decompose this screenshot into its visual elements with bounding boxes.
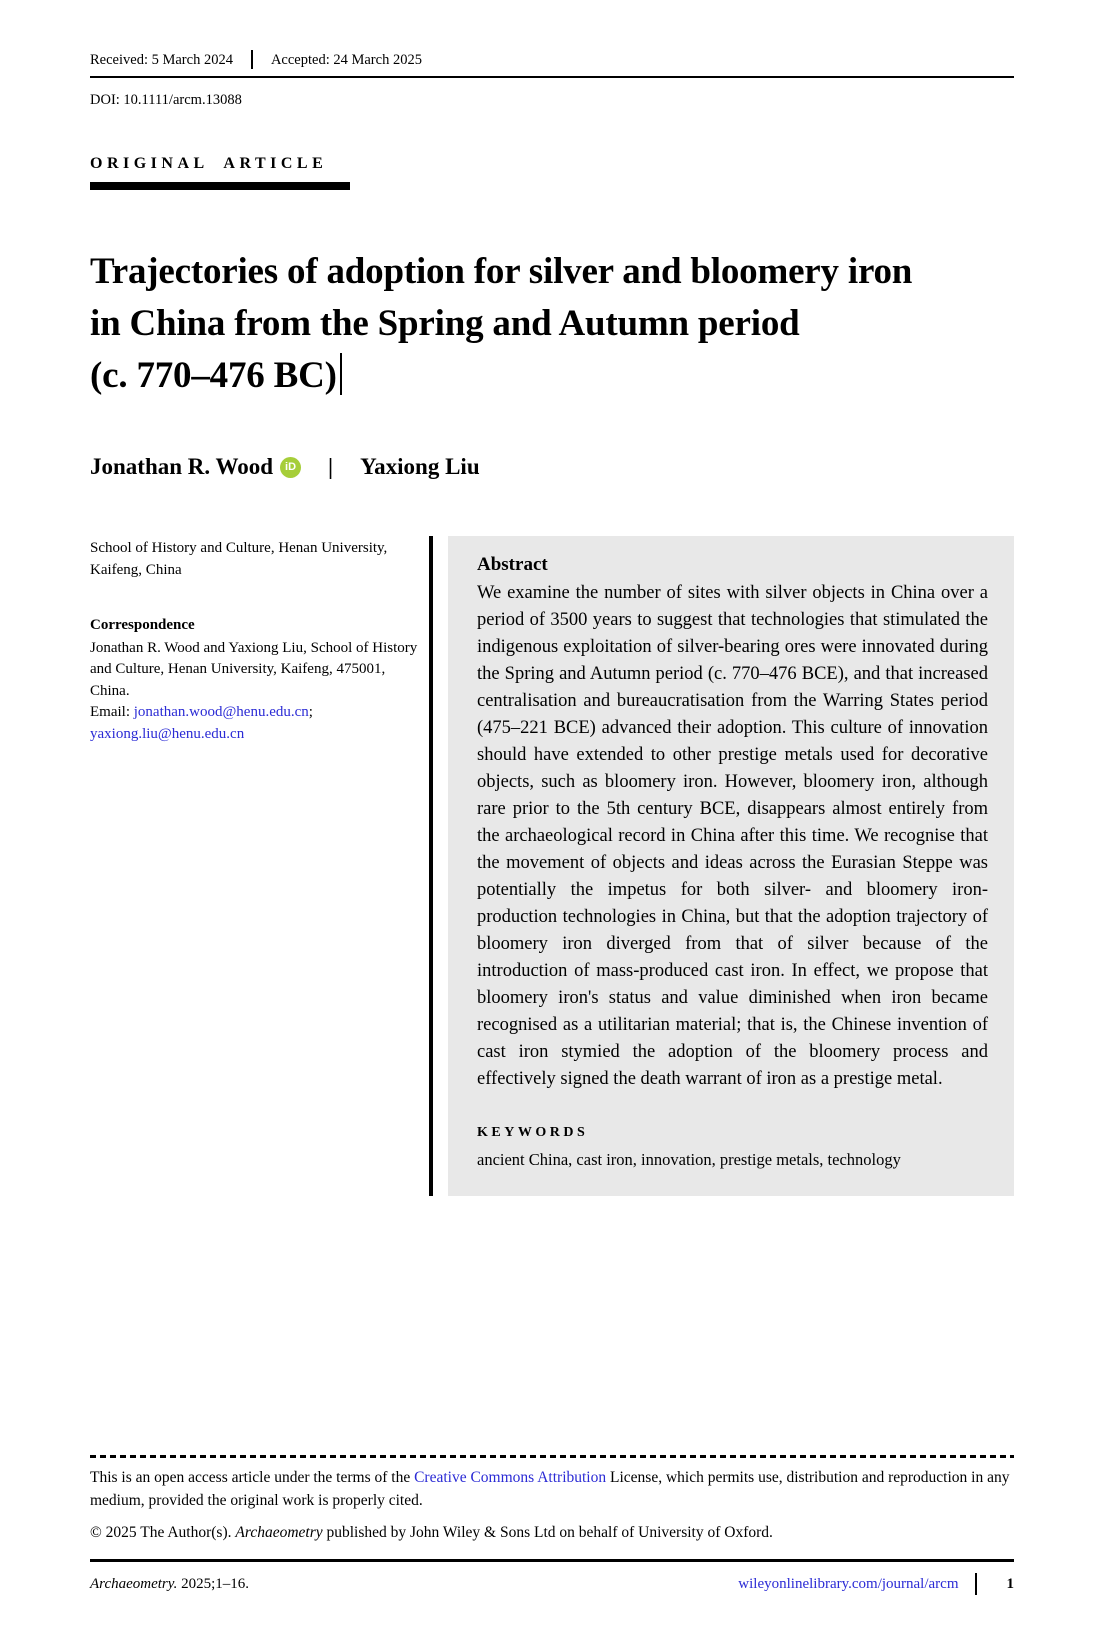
open-access-statement: This is an open access article under the terms of the Creative Commons Attribution License, which permits use, distribution and reproduction in any medium, provided the original work is properly cited. xyxy=(90,1469,1010,1509)
author-name-1: Jonathan R. Wood xyxy=(90,454,274,479)
affiliation: School of History and Culture, Henan University, Kaifeng, China xyxy=(90,540,388,578)
doi: DOI: 10.1111/arcm.13088 xyxy=(90,92,242,108)
page-number: 1 xyxy=(1006,1575,1014,1592)
footer-solid-rule xyxy=(90,1559,1014,1562)
article-type-label: ORIGINAL ARTICLE xyxy=(90,155,328,172)
title-line-3: (c. 770–476 BC) xyxy=(90,350,1014,402)
email-separator: ; xyxy=(308,704,313,720)
footer-vertical-divider xyxy=(975,1573,977,1595)
author-name-2: Yaxiong Liu xyxy=(360,454,480,479)
email-block xyxy=(90,702,420,745)
article-type-underline-bar xyxy=(90,182,350,190)
keywords-list: ancient China, cast iron, innovation, prestige metals, technology xyxy=(477,1150,901,1169)
received-date: Received: 5 March 2024 xyxy=(90,52,233,68)
keywords-heading: KEYWORDS xyxy=(477,1125,589,1140)
email-label: Email: xyxy=(90,704,134,720)
correspondence-text: Jonathan R. Wood and Yaxiong Liu, School of History and Culture, Henan University, Kaifeng, 475001, China. xyxy=(90,639,418,699)
dates-header xyxy=(90,50,1014,78)
abstract-box xyxy=(448,536,1014,1196)
journal-website-link[interactable]: wileyonlinelibrary.com/journal/arcm xyxy=(738,1575,959,1592)
copyright-statement: © 2025 The Author(s). Archaeometry published by John Wiley & Sons Ltd on behalf of University of Oxford. xyxy=(90,1524,773,1541)
accepted-date: Accepted: 24 March 2025 xyxy=(251,50,422,69)
creative-commons-link[interactable]: Creative Commons Attribution xyxy=(414,1469,607,1486)
author-list xyxy=(90,454,1014,480)
page-title xyxy=(90,246,1014,402)
title-line-1: Trajectories of adoption for silver and bloomery iron xyxy=(90,251,913,292)
correspondence-heading: Correspondence xyxy=(90,617,195,633)
author-separator: | xyxy=(328,454,334,479)
abstract-heading: Abstract xyxy=(477,554,548,575)
footer-bottom-row xyxy=(90,1573,1014,1595)
footer-dashed-divider xyxy=(90,1455,1014,1458)
article-page xyxy=(0,50,1104,1640)
email-link-2[interactable]: yaxiong.liu@henu.edu.cn xyxy=(90,725,245,742)
footer-right-group xyxy=(738,1573,1014,1595)
main-content xyxy=(90,536,1014,1196)
orcid-icon[interactable]: iD xyxy=(280,457,301,478)
text-cursor xyxy=(340,353,342,395)
journal-citation: Archaeometry. 2025;1–16. xyxy=(90,1575,250,1592)
abstract-divider-bar xyxy=(429,536,433,1196)
page-footer xyxy=(90,1455,1014,1595)
left-column xyxy=(90,536,420,1196)
title-line-2: in China from the Spring and Autumn period xyxy=(90,303,800,344)
email-link-1[interactable]: jonathan.wood@henu.edu.cn xyxy=(133,704,309,720)
abstract-text: We examine the number of sites with silver objects in China over a period of 3500 years to suggest that technologies that stimulated the indigenous exploitation of silver-bearing ores were innovated during the Spring and Autumn period (c. 770–476 BCE), and that increased centralisation and bureaucratisation from the Warring States period (475–221 BCE) advanced their adoption. This culture of innovation should have extended to other prestige metals used for decorative objects, such as bloomery iron. However, bloomery iron, although rare prior to the 5th century BCE, disappears almost entirely from the archaeological record in China after this time. We recognise that the movement of objects and ideas across the Eurasian Steppe was potentially the impetus for both silver- and bloomery iron-production technologies in China, but that the adoption trajectory of bloomery iron diverged from that of silver because of the introduction of mass-produced cast iron. In effect, we propose that bloomery iron's status and value diminished when iron became recognised as a utilitarian material; that is, the Chinese invention of cast iron stymied the adoption of the bloomery process and effectively signed the death warrant of iron as a prestige metal. xyxy=(477,583,988,1089)
